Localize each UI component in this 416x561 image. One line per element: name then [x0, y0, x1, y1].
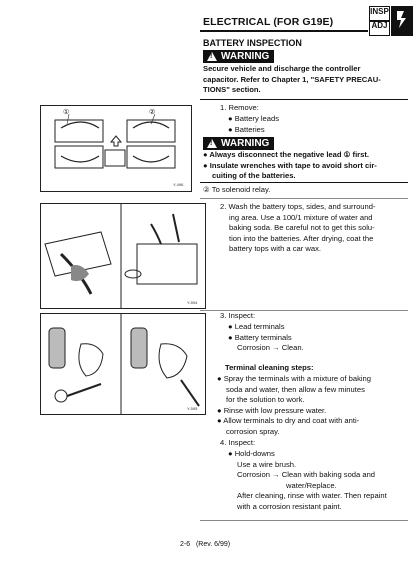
step3 [220, 311, 255, 322]
step3-list [228, 322, 304, 354]
list-item-text: Battery leads [234, 114, 280, 123]
step-number: 1. [220, 103, 227, 112]
step4-details [228, 449, 412, 513]
cleaning-list [217, 374, 412, 438]
list-item: ● Lead terminals [228, 322, 285, 331]
divider [200, 520, 408, 521]
cleaning-item-text: Rinse with low pressure water. [223, 405, 327, 415]
step4-line: water/Replace. [286, 480, 337, 490]
step2-line: tion into the batteries. After drying, coat the [229, 233, 374, 243]
step2 [220, 202, 410, 255]
warning-line: capacitor. Refer to Chapter 1, "SAFETY PRECAU- [203, 74, 381, 84]
step-number: 3. [220, 311, 227, 320]
list-item: ● Hold-downs [228, 449, 275, 458]
figure-caption: Y-496 [173, 182, 184, 187]
revision: (Rev. 6/99) [195, 541, 231, 548]
step-number: 4. [220, 438, 227, 447]
cleaning-title: Terminal cleaning steps: [225, 363, 314, 372]
list-item-text: Battery terminals [234, 332, 292, 342]
step2-line: battery tops with a car wax. [229, 244, 322, 254]
section-badge [369, 6, 413, 36]
warning-triangle-icon [207, 139, 217, 148]
battery-wash-drawing [41, 204, 205, 308]
page-footer [180, 540, 230, 551]
step4 [220, 438, 255, 449]
warning-line: ● Always disconnect the negative lead ① first. [203, 150, 369, 159]
step-number: 2. [220, 202, 227, 211]
cleaning-line: corrosion spray. [226, 426, 280, 436]
step1-list [228, 114, 279, 135]
electrical-icon [391, 6, 413, 36]
step2-line [220, 202, 410, 213]
step1-note: ② To solenoid relay. [203, 185, 271, 194]
callout-1: ① [63, 109, 70, 116]
step4-line: Corrosion → Clean with baking soda and [237, 470, 376, 480]
warning-line: TIONS" section. [203, 85, 261, 94]
cleaning-item: ● Allow terminals to dry and coat with anti- [217, 416, 360, 426]
warning-line-text: Always disconnect the negative lead ① first. [209, 150, 369, 159]
page-number: 2-6 [180, 541, 191, 548]
cleaning-item-text: Allow terminals to dry and coat with anti- [223, 416, 360, 426]
battery-layout-drawing [41, 106, 191, 191]
figure-battery-wash [40, 203, 206, 309]
list-item-text: Hold-downs [234, 449, 275, 458]
warning-line-text: Insulate wrenches with tape to avoid short cir- [209, 160, 377, 170]
warning-text: WARNING [221, 138, 270, 149]
callout-2: ② [149, 109, 156, 116]
badge-adj: ADJ [369, 20, 390, 36]
warning-line: ● Insulate wrenches with tape to avoid short cir- [203, 160, 377, 170]
step4-line: with a corrosion resistant paint. [237, 501, 342, 511]
figure-caption: Y-595 [187, 406, 198, 411]
warning-line: cuiting of the batteries. [212, 171, 296, 180]
step-title: Inspect: [228, 438, 256, 447]
page-header-title: ELECTRICAL (FOR G19E) [203, 16, 334, 28]
step1 [220, 103, 259, 114]
cleaning-item-text: Spray the terminals with a mixture of baking [223, 374, 372, 383]
figure-terminal-cleaning [40, 313, 206, 415]
step4-line: After cleaning, rinse with water. Then repaint [237, 491, 387, 501]
list-item-text: Lead terminals [234, 322, 285, 331]
step-title: Remove: [228, 103, 259, 112]
step2-line: ing area. Use a 100/1 mixture of water and [229, 212, 373, 222]
terminal-cleaning-drawing [41, 314, 205, 414]
warning-paragraph [203, 64, 408, 96]
step2-line: baking soda. Be careful not to get this solu- [229, 223, 375, 233]
warning-label [203, 50, 274, 63]
divider [200, 198, 408, 199]
step3-result: Corrosion → Clean. [237, 343, 304, 353]
warning-line: Secure vehicle and discharge the controller [203, 64, 361, 73]
step-title: Inspect: [228, 311, 256, 320]
warning-rule [200, 182, 408, 183]
figure-caption: Y-594 [187, 300, 198, 305]
badge-insp: INSP [369, 6, 390, 22]
cleaning-line: soda and water, then allow a few minutes [226, 384, 365, 394]
list-item: ● Battery terminals [228, 332, 292, 342]
list-item-text: Batteries [234, 124, 265, 134]
section-rule [200, 99, 408, 100]
section-title: BATTERY INSPECTION [203, 38, 302, 48]
step4-line: Use a wire brush. [237, 459, 297, 469]
figure-battery-layout [40, 105, 192, 192]
cleaning-line: for the solution to work. [226, 395, 305, 405]
cleaning-item: ● Spray the terminals with a mixture of baking [217, 374, 372, 383]
warning-label [203, 137, 274, 150]
step2-line-text: Wash the battery tops, sides, and surround- [228, 202, 376, 211]
cleaning-item: ● Rinse with low pressure water. [217, 405, 327, 415]
list-item: ● Batteries [228, 124, 265, 134]
list-item: ● Battery leads [228, 114, 280, 123]
header-rule [200, 30, 368, 32]
step1-warnings [203, 150, 408, 182]
warning-text: WARNING [221, 51, 270, 62]
warning-triangle-icon [207, 52, 217, 61]
